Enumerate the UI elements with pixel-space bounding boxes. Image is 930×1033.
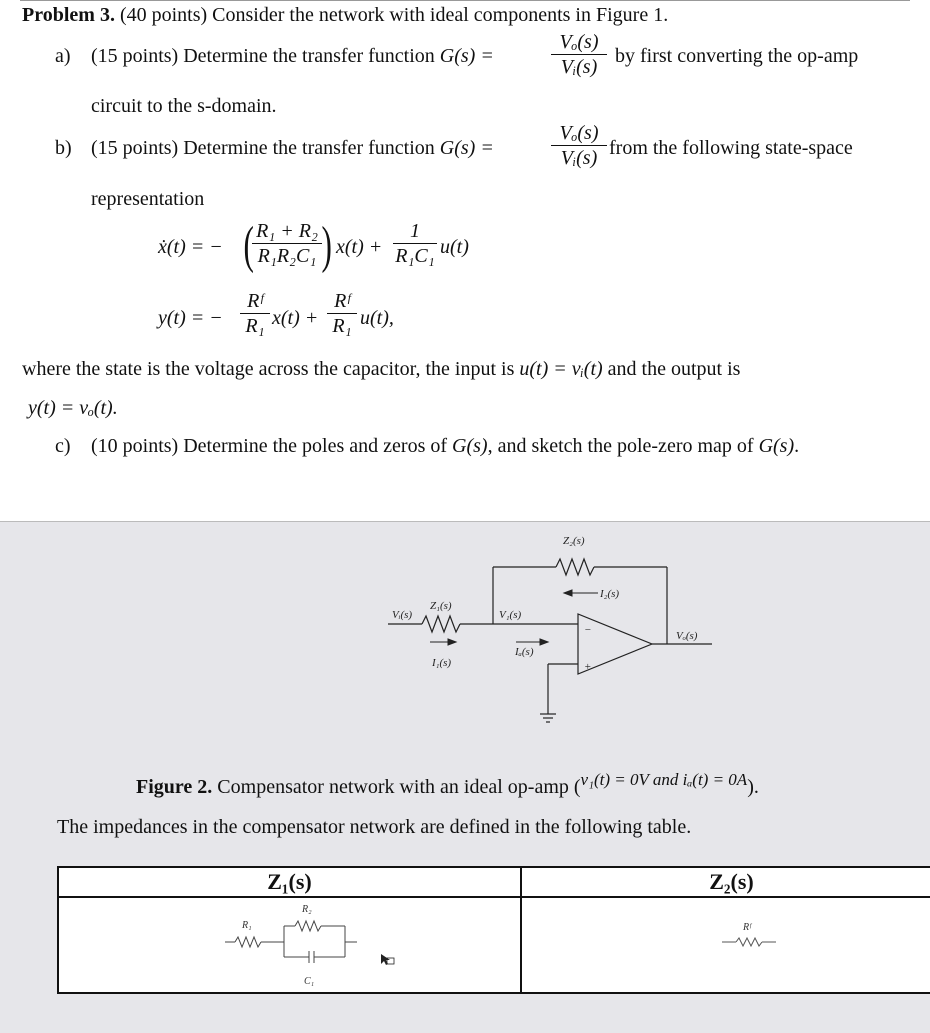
where-text-a: where the state is the voltage across the capacitor, the input is [22,358,520,380]
i1-label: I₁(s) [432,657,452,669]
part-c-text-a: (10 points) Determine the poles and zeros of [91,435,453,457]
part-c-gs1: G(s) [452,435,488,457]
c1-label: C₁ [304,976,315,987]
part-b-line2: representation [91,188,205,210]
top-rule [20,0,910,1]
minus-label: − [584,624,592,636]
r1-resistor [235,937,261,947]
z1-label: Z₁(s) [430,600,452,612]
col2-header: Z₂(s) [709,869,754,894]
z1-circuit [59,898,520,992]
eq1-frac-num: R₁ + R₂ [256,220,318,242]
ia-arrow-head [540,639,548,645]
part-b-num: Vₒ(s) [559,122,599,144]
eq2-end: u(t), [360,307,394,329]
eq1-frac2-den: R₁C₁ [395,245,435,267]
part-a-den: Vᵢ(s) [560,56,598,78]
z1-cell [58,897,521,993]
r2-label: R₂ [302,904,312,915]
eq1-mid: x(t) + [336,236,383,258]
r1-label: R₁ [242,920,252,931]
v1-label: V₁(s) [499,609,522,621]
part-a-after: by first converting the op-amp [615,45,859,67]
part-b-fraction [551,122,607,169]
where-text-b: and the output is [602,358,741,380]
part-a-gs: G(s) = [439,45,494,67]
problem-intro: (40 points) Consider the network with ideal components in Figure 1. [119,4,669,26]
part-a-line2: circuit to the s-domain. [91,95,277,117]
i1-arrow-head [448,639,456,645]
circuit-diagram [0,522,930,772]
caption-text: Compensator network with an ideal op-amp ( [212,776,581,798]
eq2-mid: x(t) + [272,307,319,329]
part-b-text [91,137,494,160]
eq2-frac-num: Rᶠ [247,290,263,312]
z2-resistor [556,559,594,575]
z2-circuit [522,898,930,992]
part-c-gs2: G(s) [758,435,795,457]
z2-cell [521,897,930,993]
part-b-after: from the following state-space [609,137,853,159]
eq2-fraction [240,290,270,337]
caption-bold: Figure 2. [136,776,213,798]
part-a-label: a) [55,45,71,67]
part-b-gs: G(s) = [439,137,494,159]
eq2-fraction2 [327,290,357,337]
part-c-text-b: , and sketch the pole-zero map of [487,435,759,457]
eq1-frac2-num: 1 [410,220,420,242]
eq1-fraction [252,220,322,267]
figure-caption [136,770,759,799]
part-a-text [91,45,494,68]
part-c-text [91,435,799,458]
table-intro: The impedances in the compensator network are defined in the following table. [57,816,692,838]
ia-label: Iₐ(s) [515,646,534,658]
eq2-frac2-num: Rᶠ [334,290,350,312]
vi-label: Vᵢ(s) [392,609,413,621]
eq1-lhs: ẋ(t) = − [158,236,223,258]
plus-label: + [584,661,592,673]
rf-label: Rᶠ [743,922,751,933]
part-c-end: . [794,435,800,457]
eq2-frac-den: R₁ [245,315,265,337]
part-b-points: (15 points) Determine the transfer function [91,137,440,159]
eq1-paren-right: ) [321,217,332,274]
vo-label: Vₒ(s) [676,630,698,642]
eq2-lhs: y(t) = − [158,307,223,329]
where-line2: y(t) = vₒ(t). [28,397,118,419]
where-line1 [22,358,740,381]
i2-label: I₂(s) [600,588,620,600]
part-b-den: Vᵢ(s) [560,147,598,169]
r2-resistor [295,921,321,931]
eq1-frac-den: R₁R₂C₁ [257,245,317,267]
table-header-z2 [521,867,930,897]
part-b-label: b) [55,137,72,159]
z1-resistor [422,616,460,632]
caption-math: v₁(t) = 0V and iₐ(t) = 0A [580,770,748,789]
part-a-fraction [551,31,607,78]
cursor-icon [381,954,394,965]
z2-label: Z₂(s) [563,535,585,547]
i2-arrow-head [564,590,572,596]
problem-heading: Problem 3. [22,4,115,26]
part-c-label: c) [55,435,71,457]
rf-resistor [736,938,762,946]
eq2-frac2-den: R₁ [332,315,352,337]
caption-end: ). [747,776,759,798]
impedance-table [57,866,930,994]
col1-header: Z₁(s) [267,869,312,894]
eq1-fraction2 [393,220,437,267]
eq1-end: u(t) [440,236,469,258]
where-math: u(t) = vᵢ(t) [519,358,603,380]
table-header-z1 [58,867,521,897]
problem-line [22,4,668,27]
eq1-paren-left: ( [243,217,254,274]
part-a-points: (15 points) Determine the transfer function [91,45,440,67]
part-a-num: Vₒ(s) [559,31,599,53]
